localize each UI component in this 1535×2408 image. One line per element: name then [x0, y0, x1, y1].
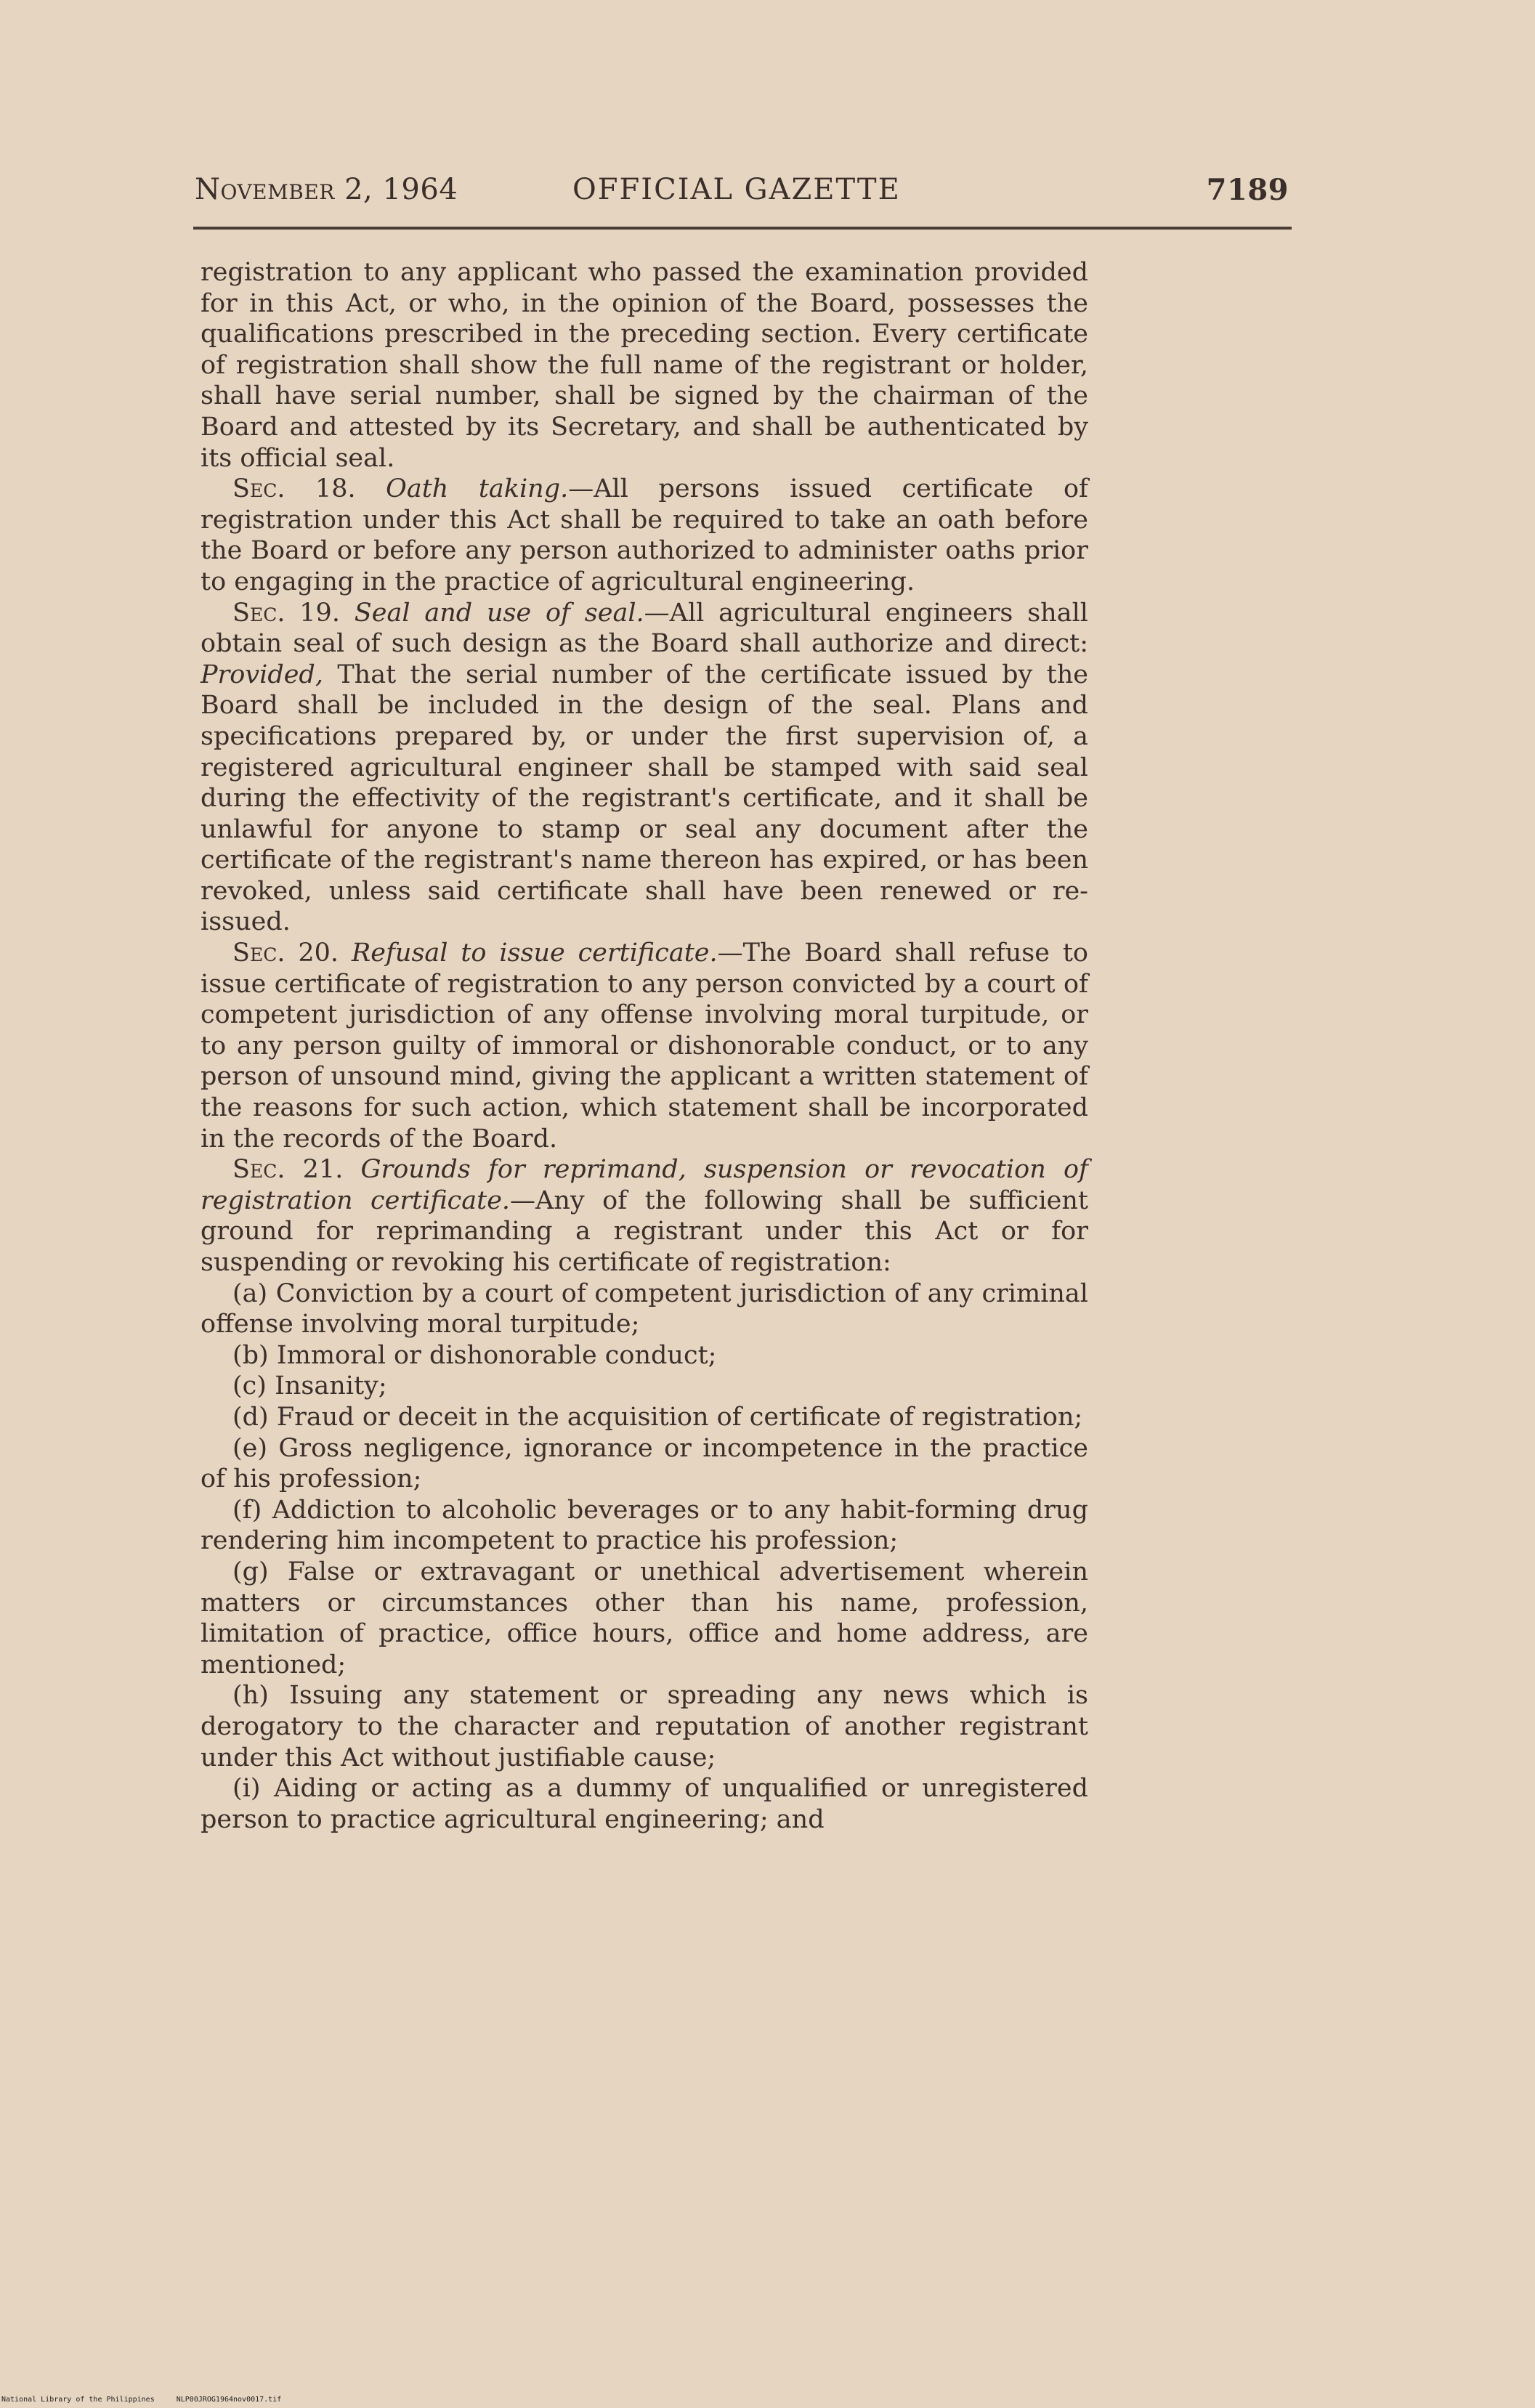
ground-item — [201, 1433, 1088, 1495]
item-text: Insanity; — [275, 1371, 387, 1401]
publication-title: OFFICIAL GAZETTE — [572, 173, 901, 206]
item-label: (c) — [232, 1371, 267, 1401]
ground-item — [201, 1340, 1088, 1371]
item-label: (d) — [232, 1402, 269, 1432]
paragraph-continuation: registration to any applicant who passed the examination provided for in this Act, or who, in the opinion of the Board, possesses the qualifications prescribed in the preceding section. Every certificate of registration shall show the full name of the registrant or holder, shall have serial number, shall be signed by the chairman of the Board and attested by its Secretary, and shall be authenticated by its official seal. — [201, 258, 1088, 473]
item-label: (a) — [232, 1278, 268, 1308]
scan-footer — [1, 2396, 299, 2404]
file-name: NLP00JROG1964nov0017.tif — [176, 2396, 282, 2404]
item-text: Aiding or acting as a dummy of unqualified or unregistered person to practice agricultural engineering; and — [201, 1774, 1088, 1834]
section-heading: Oath taking. — [386, 474, 569, 504]
item-text: Conviction by a court of competent jurisdiction of any criminal offense involving moral turpitude; — [201, 1278, 1088, 1339]
issue-date: November 2, 1964 — [195, 173, 458, 206]
page-body — [201, 257, 1088, 1835]
item-label: (h) — [232, 1681, 269, 1711]
section-number: Sec. 18. — [232, 474, 356, 504]
header-rule — [193, 227, 1292, 230]
item-text: Addiction to alcoholic beverages or to any habit-forming drug rendering him incompetent to practice his profession; — [201, 1495, 1088, 1556]
ground-item — [201, 1495, 1088, 1557]
page-header — [195, 173, 1289, 214]
item-text: Immoral or dishonorable conduct; — [276, 1340, 717, 1370]
section-number: Sec. 21. — [232, 1155, 344, 1185]
ground-item — [201, 1278, 1088, 1340]
section-heading: Refusal to issue certificate. — [351, 939, 718, 968]
item-label: (g) — [232, 1557, 269, 1586]
section-text-cont: That the serial number of the certificate issued by the Board shall be included in the design of the seal. Plans and specifications prepared by, or under the first supervision of, a registered agricultural engineer shall be stamped with said seal during the effectivity of the registrant's certificate, and it shall be unlawful for anyone to stamp or seal any document after the certificate of the registrant's name thereon has expired, or has been revoked, unless said certificate shall have been renewed or re-issued. — [201, 660, 1088, 937]
ground-item — [201, 1402, 1088, 1433]
ground-item — [201, 1557, 1088, 1680]
section-21 — [201, 1154, 1088, 1278]
section-text: —The Board shall refuse to issue certificate of registration to any person convicted by a court of competent jurisdiction of any offense involving moral turpitude, or to any person guilty of immoral or dishonorable conduct, or to any person of unsound mind, giving the applicant a written statement of the reasons for such action, which statement shall be incorporated in the records of the Board. — [201, 939, 1088, 1154]
ground-item — [201, 1371, 1088, 1402]
section-number: Sec. 20. — [232, 939, 339, 968]
item-label: (b) — [232, 1340, 269, 1370]
section-text: —All agricultural engineers shall obtain seal of such design as the Board shall authorize and direct: — [201, 598, 1088, 659]
item-label: (e) — [232, 1433, 268, 1463]
section-heading: Seal and use of seal. — [354, 598, 644, 628]
library-name: National Library of the Philippines — [1, 2396, 155, 2404]
section-text: —All persons issued certificate of registration under this Act shall be required to take an oath before the Board or before any person authorized to administer oaths prior to engaging in the practice of agricultural engineering. — [201, 474, 1088, 596]
page-number: 7189 — [1206, 173, 1289, 207]
item-text: Fraud or deceit in the acquisition of certificate of registration; — [276, 1402, 1083, 1432]
section-text: —Any of the following shall be sufficient ground for reprimanding a registrant under this Act or for suspending or revoking his certificate of registration: — [201, 1185, 1089, 1277]
provided-word: Provided, — [201, 660, 323, 689]
section-number: Sec. 19. — [232, 598, 340, 628]
section-20 — [201, 938, 1088, 1154]
item-text: Gross negligence, ignorance or incompetence in the practice of his profession; — [201, 1433, 1088, 1494]
item-label: (f) — [232, 1495, 262, 1525]
item-text: False or extravagant or unethical advertisement wherein matters or circumstances other than his name, profession, limitation of practice, office hours, office and home address, are mentioned; — [201, 1557, 1088, 1679]
section-19 — [201, 598, 1088, 939]
ground-item — [201, 1680, 1088, 1773]
item-label: (i) — [232, 1774, 261, 1804]
ground-item — [201, 1773, 1088, 1835]
section-heading: Grounds for reprimand, suspension or revocation of registration certificate. — [201, 1155, 1088, 1215]
item-text: Issuing any statement or spreading any news which is derogatory to the character and reputation of another registrant under this Act without justifiable cause; — [201, 1681, 1088, 1772]
section-18 — [201, 474, 1088, 597]
